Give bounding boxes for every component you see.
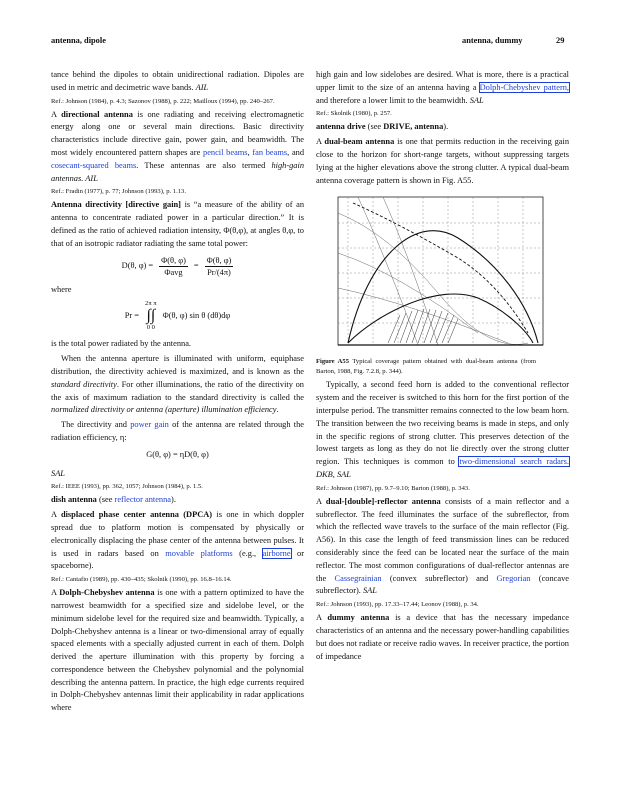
entry-dual-beam-antenna: A dual-beam antenna is one that permits reduction in the receiving gain close to the horizon for short-range targets, without suppressing targets lying at the higher elevations above the strong clutter. A typical dual-beam antenna coverage pattern is shown in Fig. A55. — [316, 137, 570, 185]
paragraph: high gain and low sidelobes are desired. What is more, there is a practical upper limit to the size of an antenna having a Dolph-Chebyshev pattern, and therefore a lower limit to the beamwidth. SAL — [316, 70, 570, 105]
entry-dpca: A displaced phase center antenna (DPCA) is one in which doppler spread due to platform motion is compensated by physically or electronically displacing the phase center of the antenna between pulses. It is used in radars based on movable platforms (e.g., airborne or spaceborne). — [51, 510, 305, 571]
link-gregorian[interactable]: Gregorian — [496, 573, 531, 583]
equation-gain: G(θ, φ) = ηD(θ, φ) — [146, 449, 209, 459]
paragraph: tance behind the dipoles to obtain unidirectional radiation. Dipoles are used in metric and decimetric wave bands. AIL — [51, 70, 304, 92]
link-two-dimensional-search-radars[interactable]: two-dimensional search radars. — [459, 457, 570, 467]
signature: SAL — [51, 468, 65, 478]
where-label: where — [51, 284, 72, 294]
reference: Ref.: IEEE (1993), pp. 362, 1057; Johnson (1984), p. 1.5. — [51, 483, 203, 491]
reference: Ref.: Johnson (1987), pp. 9.7–9.10; Barton (1988), p. 343. — [316, 484, 470, 492]
reference: Ref.: Johnson (1993), pp. 17.33–17.44; Leonov (1988), p. 34. — [316, 601, 479, 609]
link-fan-beams[interactable]: fan beams — [252, 147, 288, 157]
link-movable-platforms[interactable]: movable platforms — [165, 548, 233, 558]
equation-total-power: Pr = 2π π ∫∫ 0 0 Φ(θ, φ) sin θ (dθ)dφ — [124, 300, 231, 332]
paragraph: is the total power radiated by the antenna. — [51, 339, 191, 349]
paragraph: The directivity and power gain of the antenna are related through the radiation efficiency, η: — [51, 420, 304, 442]
running-header-right: antenna, dummy — [462, 36, 523, 45]
left-column — [51, 69, 304, 717]
reference: Ref.: Cantafio (1989), pp. 430–435; Skolnik (1990), pp. 16.8–16.14. — [51, 576, 232, 584]
link-cosecant-squared-beams[interactable]: cosecant-squared beams — [51, 160, 137, 170]
reference: Ref.: Johnson (1984), p. 4.3; Sazonov (1988), p. 222; Mailloux (1994), pp. 240–267. — [51, 97, 275, 105]
entry-directional-antenna: A directional antenna is one radiating and receiving electromagnetic energy along one or several main directions. Basic directivity characteristics include directive gain, power gain, and beamwidth. The most widely encountered pattern shapes are pencil beams, fan beams, and cosecant-squared beams. These antennas are also termed high-gain antennas. AIL — [51, 109, 305, 183]
entry-dummy-antenna: A dummy antenna is a device that has the necessary impedance characteristics of an antenna and the necessary power-handling capabilities but does not radiate or receive radio waves. In receiver practice, the portion of impedance — [316, 613, 570, 661]
entry-dual-reflector-antenna: A dual-[double]-reflector antenna consists of a main reflector and a subreflector. The feed illuminates the surface of the subreflector, from which the reflected wave travels to the surface of the main reflector (Fig. A56). In this case the length of feed transmission lines can be reduced considerably since the feed can be located near the surface of the main reflector. The most common configurations of dual-reflector antennas are the Cassegrainian (convex subreflector) and Gregorian (concave subreflector). SAL — [316, 496, 570, 596]
reference: Ref.: Skolnik (1980), p. 257. — [316, 110, 392, 118]
equation-directivity: D(θ, φ) = $\frac{\Phi(\theta, \varphi)}{\text{Φavg}}$ = $\frac{\Phi(\theta, \varphi)}{Pr/(4\pi)}$ — [121, 255, 232, 277]
running-header-left: antenna, dipole — [51, 36, 106, 45]
right-column — [316, 69, 569, 665]
entry-dish-antenna: dish antenna (see reflector antenna). — [51, 495, 176, 505]
link-cassegrainian[interactable]: Cassegrainian — [334, 573, 382, 583]
entry-antenna-directivity: Antenna directivity [directive gain] is “a measure of the ability of an antenna to concentrate radiated power in a particular direction.” It is defined as the ratio of achieved radiation intensity, Φ(θ,φ), at angles θ,φ, to that of an isotropic radiator radiating the same total power: — [51, 200, 305, 248]
paragraph: Typically, a second feed horn is added to the conventional reflector system and the receiver is switched to this horn for the first portion of the interpulse period. The transmitter remains connected to the low beam horn. The transition between the two receiving beams is made in steps, and only in the specific regions of strong clutter. This preserves detection of the lowest targets as long as they do not lie directly over the strong clutter region. This techniques is common to two-dimensional search radars. DKB, SAL — [316, 380, 570, 479]
page-number: 29 — [556, 36, 565, 45]
link-dolph-chebyshev-pattern[interactable]: Dolph-Chebyshev pattern, — [479, 82, 570, 92]
link-power-gain[interactable]: power gain — [130, 420, 169, 430]
entry-antenna-drive: antenna drive (see DRIVE, antenna). — [316, 122, 449, 132]
link-pencil-beams[interactable]: pencil beams — [203, 147, 248, 157]
link-reflector-antenna[interactable]: reflector antenna — [114, 495, 172, 505]
paragraph: When the antenna aperture is illuminated with uniform, equiphase distribution, the directivity achieved is maximized, and is known as the standard directivity. For other illuminations, the ratio of the directivity on the axis of maximum radiation to the standard directivity is called the normalized directivity or antenna (aperture) illumination efficiency. — [51, 354, 304, 415]
coverage-pattern-figure — [328, 193, 558, 353]
link-airborne[interactable]: airborne — [262, 548, 291, 558]
reference: Ref.: Fradin (1977), p. 77; Johnson (1993), p. 1.13. — [51, 188, 186, 196]
figure-caption: Figure A55 Typical coverage pattern obtained with dual-beam antenna (from Barton, 1988, Fig. 7.2.8, p. 344). — [316, 358, 536, 376]
figure-a55 — [328, 193, 558, 353]
entry-dolph-chebyshev: A Dolph-Chebyshev antenna is one with a pattern optimized to have the narrowest beamwidth for a specified size and sidelobe level, or the minimum sidelobe level for the required size and beamwidth. Typically, a Dolph-Chebyshev antenna is a linear or two-dimensional array of equally spaced elements with a specially adjusted current in each of them. Dolph derived the aperture illumination with this property by forcing a correspondence between the Chebyshev polynomial and the polynomial describing the antenna pattern. In practice, the high edge currents required in Dolph-Chebyshev antennas limit their applicability in radar applications where — [51, 588, 304, 713]
